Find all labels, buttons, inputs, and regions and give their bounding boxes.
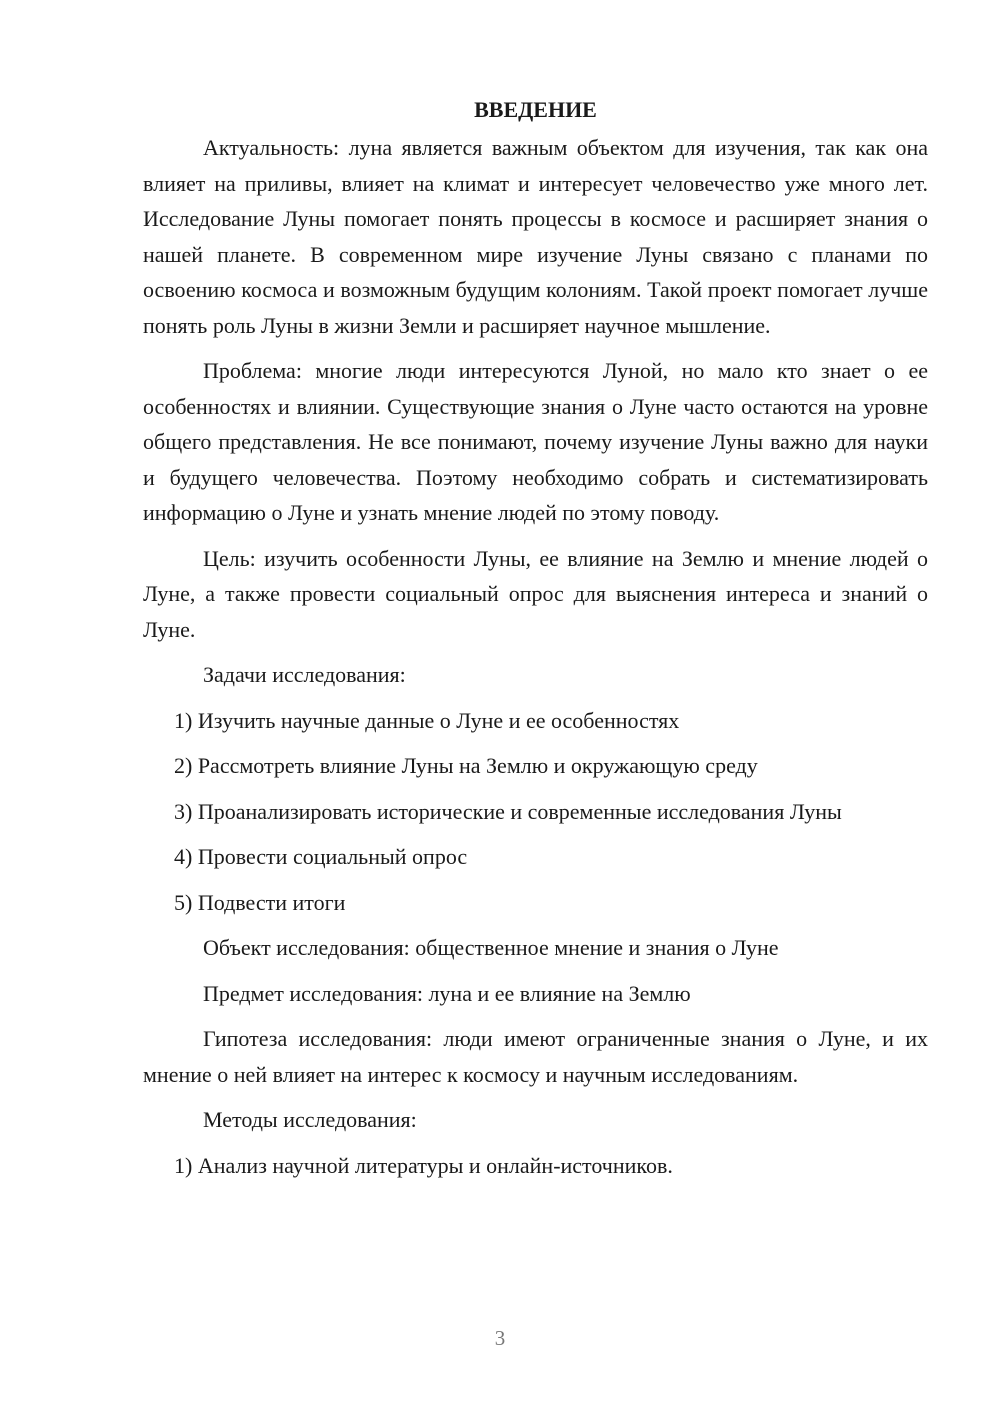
task-item: 2) Рассмотреть влияние Луны на Землю и окружающую среду xyxy=(174,753,758,778)
relevance-paragraph: Актуальность: луна является важным объектом для изучения, так как она влияет на приливы, влияет на климат и интересует человечество уже много лет. Исследование Луны помогает понять процессы в космосе и расширяет знания о нашей планете. В современном мире изучение Луны связано с планами по освоению космоса и возможным будущим колониям. Такой проект помогает лучше понять роль Луны в жизни Земли и расширяет научное мышление. xyxy=(143,135,928,338)
hypothesis-paragraph: Гипотеза исследования: люди имеют ограниченные знания о Луне, и их мнение о ней влияет на интерес к космосу и научным исследованиям. xyxy=(143,1026,928,1087)
page-number: 3 xyxy=(494,1326,506,1350)
research-subject: Предмет исследования: луна и ее влияние на Землю xyxy=(203,980,691,1006)
methods-heading: Методы исследования: xyxy=(203,1107,417,1132)
problem-paragraph: Проблема: многие люди интересуются Луной, но мало кто знает о ее особенностях и влиянии. Существующие знания о Луне часто остаются на уровне общего представления. Не все понимают, почему изучение Луны важно для науки и будущего человечества. Поэтому необходимо собрать и систематизировать информацию о Луне и узнать мнение людей по этому поводу. xyxy=(143,358,928,525)
goal-paragraph: Цель: изучить особенности Луны, ее влияние на Землю и мнение людей о Луне, а также провести социальный опрос для выяснения интереса и знаний о Луне. xyxy=(143,545,928,642)
task-item: 4) Провести социальный опрос xyxy=(174,844,468,869)
page-body xyxy=(143,92,928,1193)
research-object: Объект исследования: общественное мнение и знания о Луне xyxy=(203,935,779,960)
task-item: 5) Подвести итоги xyxy=(174,889,346,915)
method-item: 1) Анализ научной литературы и онлайн-источников. xyxy=(174,1152,673,1178)
tasks-heading: Задачи исследования: xyxy=(203,662,406,687)
section-title: ВВЕДЕНИЕ xyxy=(474,97,597,122)
task-item: 3) Проанализировать исторические и современные исследования Луны xyxy=(174,798,842,824)
task-item: 1) Изучить научные данные о Луне и ее особенностях xyxy=(174,707,680,733)
